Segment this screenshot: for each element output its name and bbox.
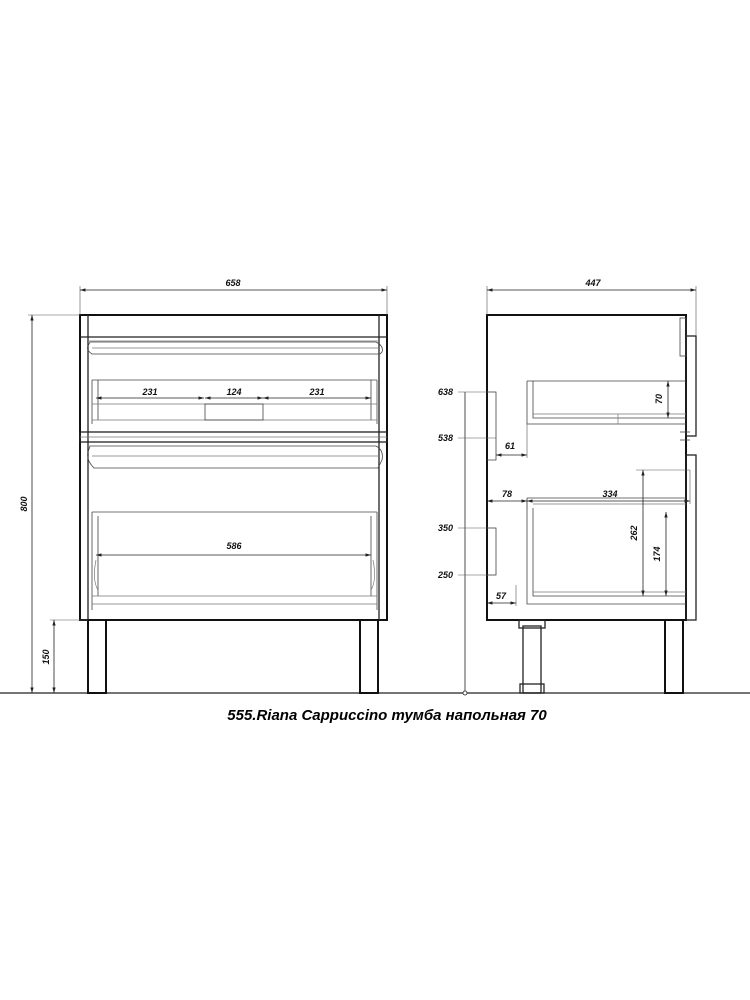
dim-offset-61: 61 <box>504 441 516 451</box>
dim-left-tray: 231 <box>142 387 158 397</box>
elev-250: 250 <box>438 570 454 580</box>
front-cabinet-body <box>80 315 387 620</box>
elev-638: 638 <box>438 387 454 397</box>
dim-height-174: 174 <box>652 546 662 562</box>
dim-right-tray: 231 <box>309 387 325 397</box>
side-leg-front <box>665 620 683 693</box>
dim-lower-tray: 586 <box>226 541 242 551</box>
dim-drawer-gap: 124 <box>226 387 242 397</box>
dim-height-262: 262 <box>629 525 639 541</box>
dim-front-width: 658 <box>225 278 241 288</box>
side-top-front <box>686 336 696 436</box>
elev-350: 350 <box>438 523 454 533</box>
front-leg-right <box>360 620 378 693</box>
side-lower-drawer-box <box>527 498 686 604</box>
drawing-caption: 555.Riana Cappuccino тумба напольная 70 <box>227 707 547 724</box>
dim-height-70: 70 <box>654 393 664 405</box>
side-leg-back <box>523 626 541 693</box>
side-cabinet-body <box>487 315 686 620</box>
front-view <box>19 278 387 693</box>
dim-offset-57: 57 <box>495 591 507 601</box>
elev-538: 538 <box>438 433 454 443</box>
dim-front-height: 800 <box>19 496 29 512</box>
dim-side-depth: 447 <box>585 278 601 288</box>
side-view <box>437 278 696 695</box>
front-leg-left <box>88 620 106 693</box>
lower-drawer <box>88 446 383 468</box>
dim-offset-78: 78 <box>501 489 513 499</box>
dim-tray-334: 334 <box>602 489 618 499</box>
dim-leg-height: 150 <box>41 649 51 665</box>
side-lower-front <box>686 455 696 620</box>
